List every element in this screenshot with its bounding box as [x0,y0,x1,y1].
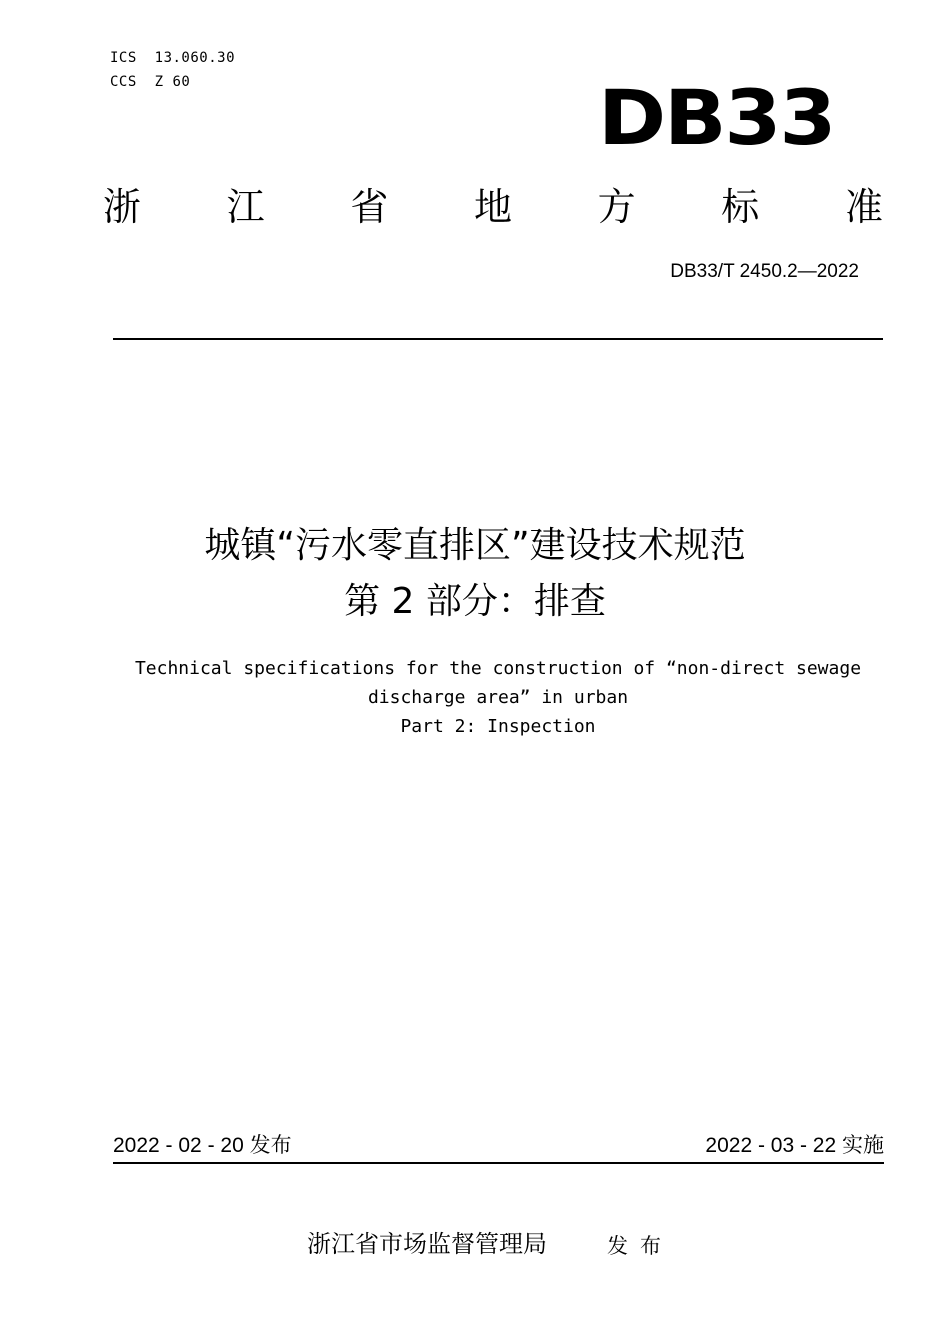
english-title-line3: Part 2: Inspection [400,716,596,737]
standard-type-char: 方 [597,185,636,229]
implement-date: 2022 - 03 - 22 实施 [705,1134,884,1157]
standard-type-char: 省 [350,185,389,229]
chinese-title [0,518,950,630]
date-line [113,1132,884,1160]
standard-type [103,185,883,229]
standard-type-char: 江 [226,185,265,229]
chinese-title-line2: 第 2 部分：排查 [344,581,606,622]
publish-date: 2022 - 02 - 20 发布 [113,1134,292,1157]
english-title-line1: Technical specifications for the construction of “non-direct sewage [134,658,862,679]
issue-action: 发布 [607,1234,673,1258]
standard-type-char: 准 [844,185,883,229]
classification-codes [110,46,235,94]
chinese-title-line1: 城镇“污水零直排区”建设技术规范 [204,525,746,566]
bottom-divider [113,1162,884,1164]
db33-logo: DB33 [598,73,835,162]
top-divider [113,338,883,340]
ccs-code: CCS Z 60 [110,74,191,90]
standard-code: DB33/T 2450.2—2022 [670,261,859,282]
standard-type-char: 浙 [103,185,142,229]
ics-code: ICS 13.060.30 [110,50,236,66]
issuer-name: 浙江省市场监督管理局 [307,1230,547,1258]
english-title-line2: discharge area” in urban [367,687,629,708]
standard-type-char: 标 [721,185,760,229]
standard-type-char: 地 [473,185,512,229]
english-title [100,654,896,741]
